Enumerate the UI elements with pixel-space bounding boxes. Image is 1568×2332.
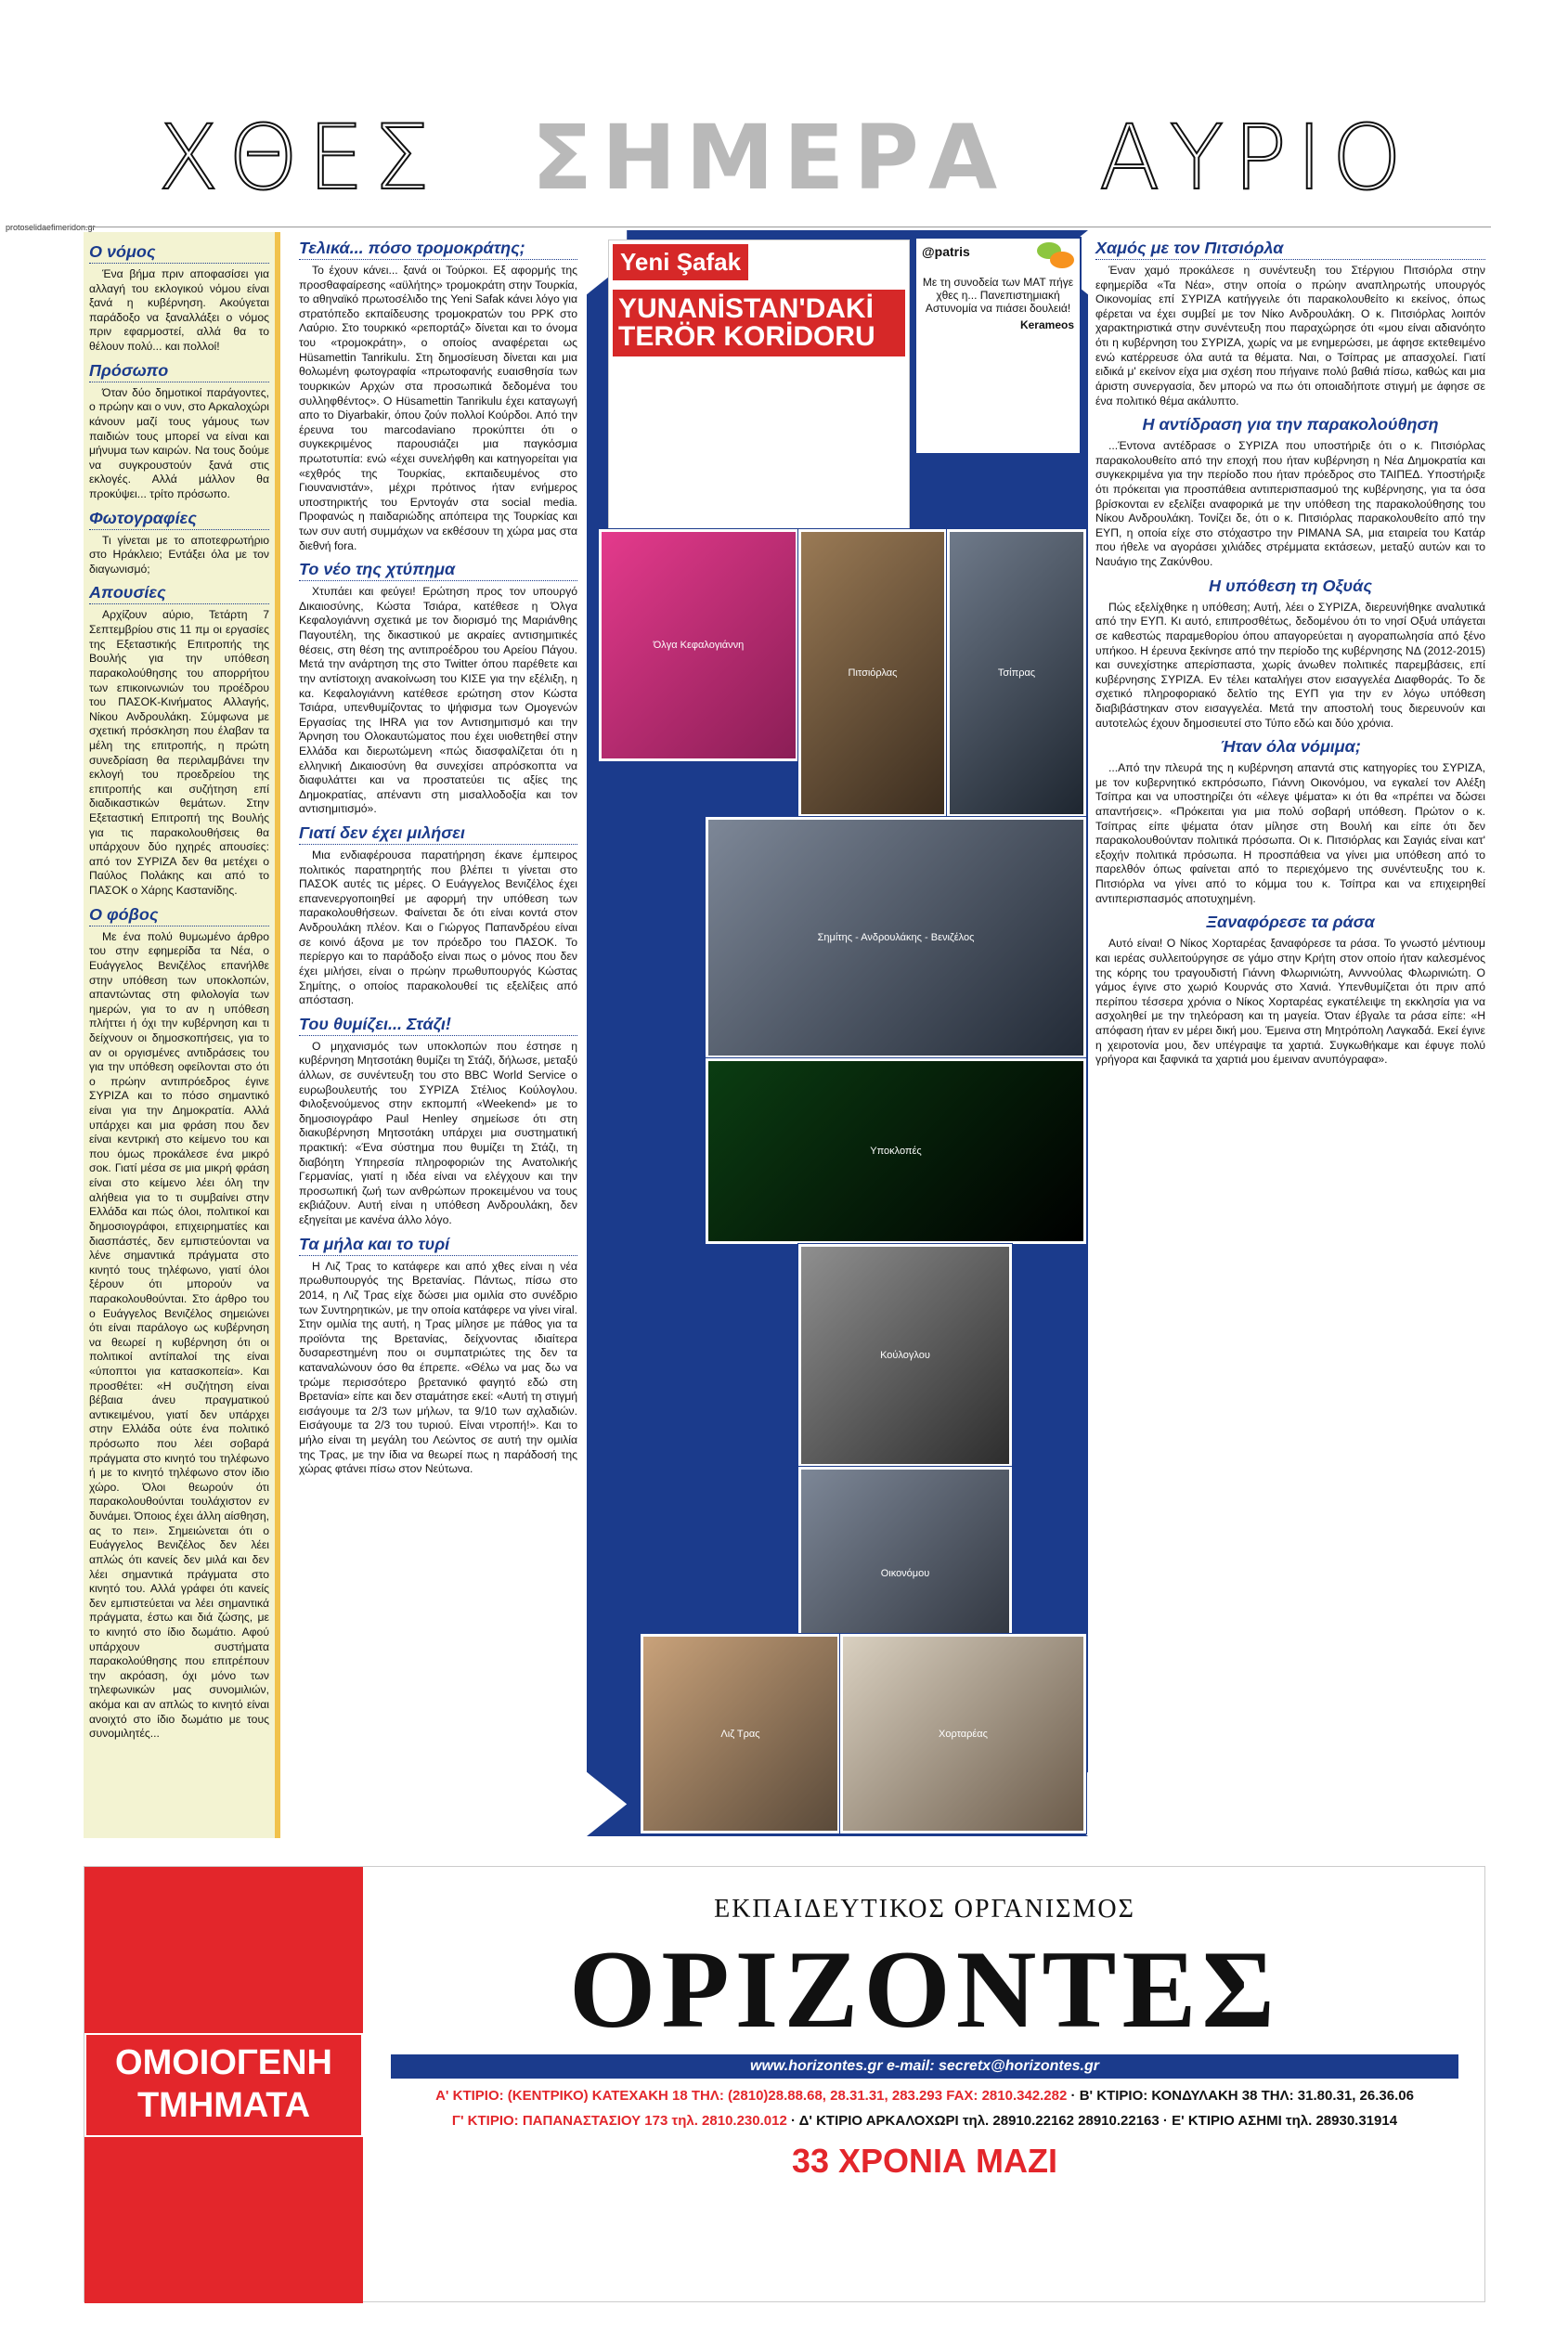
yeni-safak-logo: Yeni Şafak: [613, 244, 748, 280]
photo-caption: Οικονόμου: [880, 1568, 930, 1579]
photo-simitis-androulakis-venizelos: [706, 817, 1086, 1058]
main-column: [299, 232, 577, 1838]
article-head: Το νέο της χτύπημα: [299, 559, 577, 581]
masthead-today: ΣΗΜΕΡΑ: [531, 106, 1007, 210]
article-text: Πώς εξελίχθηκε η υπόθεση; Αυτή, λέει ο ΣΥΡΙΖΑ, διερευνήθηκε αναλυτικά από την ΕΥΠ. Κι αυτό, επιπροσθέτως, δεδομένου ότι το νησί Οξυά υπάγεται σε καθεστώς παραμεθορίου όπου απαγορεύεται η αγοραπωλησία από ξένο υπήκοο. Η έρευνα ξεκίνησε από την περίοδο της κυβέρνησης ΝΔ (2012-2015) και συνεχίστηκε απερίσπαστα, χωρίς άνωθεν πολιτικές παρεμβάσεις, επί κυβέρνησης ΣΥΡΙΖΑ. Εν τέλει καταλήγει στον εισαγγελέα Διαφθοράς. Το δε σχετικό πληροφοριακό δελτίο της ΕΥΠ για την εν λόγω υπόθεση διαβιβάστηκαν στον εισαγγελέα. Μετά την αποστολή τους διερευνούν και αυτοτελώς έχουν δημοσιευτεί στο Τύπο εδώ και δύο χρόνια.: [1095, 600, 1485, 730]
ad-left-text: ΟΜΟΙΟΓΕΝΗ ΤΜΗΜΑΤΑ: [84, 2033, 363, 2136]
ad-building-c: Γ' ΚΤΙΡΙΟ: ΠΑΠΑΝΑΣΤΑΣΙΟΥ 173 τηλ. 2810.230.012: [451, 2113, 787, 2129]
ad-address-line: Α' ΚΤΙΡΙΟ: (ΚΕΝΤΡΙΚΟ) ΚΑΤΕΧΑΚΗ 18 ΤΗΛ: (2810)28.88.68, 28.31.31, 283.293 FAX: 2810.342.282 · Β' ΚΤΙΡΙΟ: ΚΟΝΔΥΛΑΚΗ 38 ΤΗΛ: 31.80.31, 26.36.06: [435, 2088, 1414, 2104]
ad-building-a: Α' ΚΤΙΡΙΟ: (ΚΕΝΤΡΙΚΟ) ΚΑΤΕΧΑΚΗ 18 ΤΗΛ: (2810)28.88.68, 28.31.31, 283.293 FAX: 2810.342.282: [435, 2088, 1068, 2104]
masthead: [158, 106, 1411, 210]
clipping-headline: YUNANİSTAN'DAKİ TERÖR KORİDORU: [613, 290, 905, 356]
article-head: Ξαναφόρεσε τα ράσα: [1206, 913, 1375, 932]
article: [299, 559, 577, 817]
chat-bubbles-icon: [1037, 242, 1074, 270]
article-head: Φωτογραφίες: [89, 508, 269, 530]
photo-caption: Σημίτης - Ανδρουλάκης - Βενιζέλος: [817, 932, 975, 943]
article-head: Πρόσωπο: [89, 360, 269, 382]
photo-caption: Κούλογλου: [880, 1350, 930, 1361]
article-text: Με ένα πολύ θυμωμένο άρθρο του στην εφημερίδα τα Νέα, ο Ευάγγελος Βενιζέλος επανήλθε στην υπόθεση των υποκλοπών, απαντώντας στη φιλολογία των ημερών, για το αν η υπόθεση πλήττει ή όχι την κυβέρνηση και τι δείχνουν οι δημοσκοπήσεις, για το αν οι οργισμένες αντιδράσεις του για την υπόθεση οφείλονται στο ότι ο πρώην αντιπρόεδρος έγινε ΣΥΡΙΖΑ και το πόσο σημαντικό είναι για την Δημοκρατία. Αλλά υπάρχει και μια φράση που δεν είναι κεντρική στο κείμενο του και που όμως προκάλεσε ένα μικρό σοκ. Γιατί μέσα σε μια μικρή φράση είναι στο κείμενο λέει όλη την αλήθεια για το τι συμβαίνει στην Ελλάδα και πώς όλοι, πολιτικοί και δημοσιογράφοι, επιχειρηματίες και διασπάστές, δεν εμπιστεύονται να λένε σημαντικά πράγματα στο κινητό τους τηλέφωνο, γιατί όλοι ξέρουν ότι μπορούν να παρακολουθούνται. Στο άρθρο του ο Ευάγγελος Βενιζέλος σημειώνει ότι είναι παράλογο ως κυβέρνηση να θεωρεί η κυβέρνηση ότι οι πολιτικοί αντίπαλοί της είναι «ύποπτοι για κατασκοπεία». Και προσθέτει: «Η συζήτηση είναι βέβαια άνευ πραγματικού αντικειμένου, γιατί δεν υπάρχει στην Ελλάδα ούτε ένα πολιτικό πρόσωπο που λέει σοβαρά πράγματα στο κινητό του τηλέφωνο ή με το κινητό τηλέφωνο στον ίδιο χώρο. Όλοι θεωρούν ότι παρακολουθούνται τουλάχιστον εν δυνάμει. Όποιος έχει άλλη αίσθηση, ας το πει». Σημειώνεται ότι ο Ευάγγελος Βενιζέλος δεν λέει απλώς ότι κανείς δεν μιλά και δεν λέει σημαντικά πράγματα στο κινητό του. Αλλά γράφει ότι κανείς δεν εμπιστεύεται να λέει σημαντικά πράγματα, έστω και διά ζώσης, με το κινητό στο ίδιο δωμάτιο. Αφού υπάρχουν συστήματα παρακολούθησης που επιτρέπουν την ακρόαση, όχι μόνο των τηλεφωνικών μας συνομιλιών, ακόμα και αν απλώς το κινητό είναι ανοιχτό στο ίδιο δωμάτιο με τους συνομιλητές...: [89, 929, 269, 1741]
article: [299, 823, 577, 1008]
ad-address-line: Γ' ΚΤΙΡΙΟ: ΠΑΠΑΝΑΣΤΑΣΙΟΥ 173 τηλ. 2810.230.012 · Δ' ΚΤΙΡΙΟ ΑΡΚΑΛΟΧΩΡΙ τηλ. 28910.22162 28910.22163 · Ε' ΚΤΙΡΙΟ ΑΣΗΜΙ τηλ. 28930.31914: [451, 2113, 1398, 2129]
article-text: ...Έντονα αντέδρασε ο ΣΥΡΙΖΑ που υποστήριξε ότι ο κ. Πιτσιόρλας παρακολουθείτο από την εποχή που ήταν κυβέρνηση η Νέα Δημοκρατία και συγκεκριμένα για την περίοδο που ήταν πρόεδρος στο ΤΑΙΠΕΔ. Υποστήριξε ότι πρόκειται για προσπάθεια αντιπερισπασμού της κυβέρνησης, για τα όσα βρίσκονται εν εξελίξει αναφορικά με την υπόθεση της παρακολούθησης του Νίκου Ανδρουλάκη. Τονίζει δε, ότι ο κ. Πιτσιόρλας παρακολουθείτο από την ΕΥΠ, η οποία είχε στο στόχαστρο την PIMANA SA, μια εταιρεία του Κατάρ που ήθελε να αγοράσει χιλιάδες στρέμματα εκτάσεων, μεταξύ αυτών και το Ναυάγιο της Ζακύνθου.: [1095, 439, 1485, 569]
masthead-tomorrow: ΑΥΡΙΟ: [1098, 106, 1411, 210]
article-head: Τα μήλα και το τυρί: [299, 1234, 577, 1256]
article: [89, 360, 269, 502]
article: [299, 238, 577, 553]
ad-building-d: Δ' ΚΤΙΡΙΟ ΑΡΚΑΛΟΧΩΡΙ τηλ. 28910.22162 28910.22163: [798, 2113, 1160, 2129]
photo-kouloglou: [798, 1244, 1012, 1467]
article-text: Έναν χαμό προκάλεσε η συνέντευξη του Στέργιου Πιτσιόρλα στην εφημερίδα «Τα Νέα», στην οποία ο πρώην αναπληρωτής υπουργός Οικονομίας επί ΣΥΡΙΖΑ κατήγγειλε ότι παρακολουθείτο κι εκείνος, όπως φέρεται να έχει συμβεί με τον Νίκο Ανδρουλάκη. Ο κ. Πιτσιόρλας λοιπόν χαρακτηριστικά στην συνέντευξη που παραχώρησε ότι «μου είναι αδιανόητο ότι η κυβέρνηση του ΣΥΡΙΖΑ, χωρίς να με ενημερώσει, με άφησε εκτεθειμένο ενώ κατέρρευσε όλα αυτά τα θέματα. Ναι, ο Τσίπρας με απασχολεί. Γιατί ειδικά μ' εκείνον είχα μια σχέση που πήγαινε πολύ βαθιά πίσω, καθώς και μια άριστη συνεργασία, δεν μπορώ να πω ότι οποιαδήποτε στιγμή με άφησε σε ένα πολιτικό θέμα ακάλυπτο.: [1095, 264, 1485, 408]
photo-caption: Τσίπρας: [997, 667, 1036, 679]
photo-chortareas: [840, 1634, 1086, 1833]
source-credit: protoselidaefimeridon.gr: [6, 223, 96, 232]
article-head: Ο νόμος: [89, 241, 269, 264]
article: [1095, 736, 1485, 906]
twitter-handle: @patris: [922, 244, 970, 259]
twitter-signature: Kerameos: [1019, 318, 1074, 331]
article-text: Η Λιζ Τρας το κατάφερε και από χθες είναι η νέα πρωθυπουργός της Βρετανίας. Πάντως, πίσω στο 2014, η Λιζ Τρας είχε δώσει μια ομιλία στο συνέδριο των Συντηρητικών, με την οποία κατάφερε να γίνει viral. Στην ομιλία της αυτή, η Τρας μίλησε με πάθος για τα προϊόντα της Βρετανίας, δείχνοντας ιδιαίτερα δυσαρεστημένη που οι συμπατριώτες της δεν τα καταναλώνουν όσο θα έπρεπε. «Θέλω να μας δω να τρώμε περισσότερο βρετανικό φαγητό εδώ στη Βρετανία» είπε και δεν σταμάτησε εκεί: «Αυτή τη στιγμή εισάγουμε τα 2/3 των μήλων, τα 9/10 των αχλαδιών. Εισάγουμε τα 2/3 του τυριού. Είναι ντροπή!». Και το μήλο είναι τη μεγάλη του Λεώντος σε αυτή την ομιλία της Τρας, με την ίδια να θεωρεί πως η παράδοσή της χώρας φτάνει πίσω στον Νεύτωνα.: [299, 1259, 577, 1476]
right-column: [1095, 232, 1485, 1838]
masthead-yesterday: ΧΘΕΣ: [158, 106, 439, 210]
horizontes-ad: [84, 1866, 1485, 2302]
ad-building-b: Β' ΚΤΙΡΙΟ: ΚΟΝΔΥΛΑΚΗ 38 ΤΗΛ: 31.80.31, 26.36.06: [1079, 2088, 1414, 2104]
photo-caption: Όλγα Κεφαλογιάννη: [653, 640, 745, 651]
twitter-box: [914, 237, 1082, 455]
article-head: Χαμός με τον Πιτσιόρλα: [1095, 238, 1485, 260]
article-head: Ήταν όλα νόμιμα;: [1220, 737, 1361, 757]
ad-right-panel: [363, 1867, 1486, 2303]
photo-hacker: [706, 1058, 1086, 1244]
photo-caption: Χορταρέας: [939, 1728, 988, 1740]
ad-building-e: Ε' ΚΤΙΡΙΟ ΑΣΗΜΙ τηλ. 28930.31914: [1172, 2113, 1398, 2129]
article: [89, 508, 269, 577]
article: [89, 582, 269, 898]
article: [89, 904, 269, 1742]
photo-caption: Πιτσιόρλας: [848, 667, 898, 679]
article: [1095, 238, 1485, 408]
photo-tsipras: [947, 529, 1086, 817]
article-text: Αρχίζουν αύριο, Τετάρτη 7 Σεπτεμβρίου στις 11 πμ οι εργασίες της Εξεταστικής Επιτροπής της Βουλής για την υπόθεση παρακολούθησης του απορρήτου των επικοινωνιών του προέδρου του ΠΑΣΟΚ-Κινήματος Αλλαγής, Νίκου Ανδρουλάκη. Σύμφωνα με σχετική πρόσκληση που έλαβαν τα μέλη της επιτροπής, η πρώτη συνεδρίαση θα περιλαμβάνει την εκλογή του προεδρείου της επιτροπής και συζήτηση επί διαδικαστικών θεμάτων. Στην Εξεταστική Επιτροπή της Βουλής για τις παρακολουθήσεις θα υπάρχουν δύο ηχηρές απουσίες: από τον ΣΥΡΙΖΑ δεν θα μετέχει ο Παύλος Πολάκης και από το ΠΑΣΟΚ ο Χάρης Καστανίδης.: [89, 608, 269, 898]
sidebar-column: [84, 232, 280, 1838]
article-text: Τι γίνεται με το αποτεφρωτήριο στο Ηράκλειο; Εντάξει όλα με τον διαγωνισμό;: [89, 533, 269, 576]
article-head: Τελικά... πόσο τρομοκράτης;: [299, 238, 577, 260]
article-text: Όταν δύο δημοτικοί παράγοντες, ο πρώην και ο νυν, στο Αρκαλοχώρι κάνουν μαζί τους γάμους των παιδιών τους μπορεί να είναι και μήνυμα των καιρών. Να τους δούμε να συγκρουστούν ξανά στις εκλογές. Αλλά μάλλον θα προκύψει... τρίτο πρόσωπο.: [89, 385, 269, 500]
twitter-text: Με τη συνοδεία των ΜΑΤ πήγε χθες η... Πανεπιστημιακή Αστυνομία να πιάσει δουλειά!: [922, 276, 1074, 315]
article: [1095, 912, 1485, 1068]
photo-caption: Λιζ Τρας: [720, 1728, 760, 1740]
article-text: ...Από την πλευρά της η κυβέρνηση απαντά στις κατηγορίες του ΣΥΡΙΖΑ, με τον κυβερνητικό εκπρόσωπο, Γιάννη Οικονόμου, να εγκαλεί τον Αλέξη Τσίπρα και να υποστηρίζει ότι «έλεγε ψέματα» κι ότι θα «πρέπει να δώσει απαντήσεις». «Πρόκειται για μια πολύ σοβαρή υπόθεση. Πρώτον ο κ. Τσίπρας είπε ψέματα όταν μίλησε στη Βουλή και είπε ότι δεν παρακολουθούνταν πολιτικά πρόσωπα. Οι κ. Πιτσιόρλας και Σαγιάς είναι κατ' εξοχήν πολιτικά πρόσωπα. Η προσπάθεια να γίνει μια υπόθεση από το παρελθόν όπως φαίνεται από το περιεχόμενο της συνέντευξης του κ. Πιτσιόρλα να γίνει από το κόμμα του κ. Τσίπρα και να επιχειρηθεί αντιπερισπασμός αποτυχημένη.: [1095, 761, 1485, 905]
article-text: Ο μηχανισμός των υποκλοπών που έστησε η κυβέρνηση Μητσοτάκη θυμίζει τη Στάζι, δήλωσε, μεταξύ άλλων, σε συνέντευξη του στο BBC World Service ο ευρωβουλευτής του ΣΥΡΙΖΑ Στέλιος Κούλογλου. Φιλοξενούμενος στην εκπομπή «Weekend» με το δημοσιογράφο Paul Henley σημείωσε ότι στη διακυβέρνηση Μητσοτάκη υπάρχει μια συστηματική πρακτική: «Ένα σύστημα που θυμίζει τη Στάζι, τη διαβόητη Υπηρεσία πληροφοριών της Ανατολικής Γερμανίας, γιατί η ιδέα είναι να ελέγχουν και την προσωπική ζωή των ανθρώπων προκειμένου να τους εκβιάζουν. Αυτή είναι η υπόθεση Ανδρουλάκη, δεν εξηγείται με κανένα άλλο λόγο.: [299, 1039, 577, 1227]
article: [1095, 414, 1485, 570]
article-head: Ο φόβος: [89, 904, 269, 926]
article-head: Γιατί δεν έχει μιλήσει: [299, 823, 577, 845]
article-head: Του θυμίζει... Στάζι!: [299, 1014, 577, 1036]
article-text: Μια ενδιαφέρουσα παρατήρηση έκανε έμπειρος πολιτικός παρατηρητής που βλέπει τι γίνεται στο ΠΑΣΟΚ αυτές τις μέρες. Ο Ευάγγελος Βενιζέλος έχει επανενεργοποιηθεί με αφορμή την υπόθεση των παρακολουθήσεων. Φαίνεται δε ότι είναι κοντά στον Ανδρουλάκη πλέον. Και ο Γιώργος Παπανδρέου είναι σε κοινό άξονα με τον πρόεδρο του ΠΑΣΟΚ. Το περίεργο και το παράδοξο είναι πως ο μόνος που δεν έχει μιλήσει, είναι ο πρώην πρωθυπουργός Κώστας Σημίτης, ο οποίος παρακολουθεί τις εξελίξεις από απόσταση.: [299, 849, 577, 1007]
ad-organization: ΕΚΠΑΙΔΕΥΤΙΚΟΣ ΟΡΓΑΝΙΣΜΟΣ: [714, 1895, 1135, 1924]
article-text: Χτυπάει και φεύγει! Ερώτηση προς τον υπουργό Δικαιοσύνης, Κώστα Τσιάρα, κατέθεσε η Όλγα Κεφαλογιάννη σχετικά με τον διορισμό της Μαριάνθης Παγουτέλη, της δικαστικού με ακραίες αντισημιτικές θέσεις, στη θέση της αντιπροέδρου του Αρείου Πάγου. Μετά την ανάρτηση της στο Twitter όπου παρέθετε και την αντίστοιχη ανακοίνωση του ΚΙΣΕ για την εξέλιξη, η κα. Κεφαλογιάννη κατέθεσε ερώτηση στον Κώστα Τσιάρα, υπενθυμίζοντας το ψήφισμα των Ομογενών Εργασίας της IHRA για τον Αντισημιτισμό και την Άρνηση του Ολοκαυτώματος που έχει υιοθετηθεί στην Ελλάδα και διερωτώμενη «πώς διασφαλίζεται ότι η ελληνική Δικαιοσύνη θα συνεχίσει απρόσκοπτα να διαφυλάττει και να προστατεύει τις αξίες της Δημοκρατίας, απέναντι στη μισαλλοδοξία και τον αντισημιτισμό».: [299, 585, 577, 816]
ad-left-panel: [84, 1867, 363, 2303]
article-text: Το έχουν κάνει... ξανά οι Τούρκοι. Εξ αφορμής της προσθαφαίρεσης «αϋλήτης» τρομοκράτη στην Τουρκία, το αθηναϊκό πρωτοσέλιδο της Yeni Safak κάνει λόγο για στρατόπεδο εκπαίδευσης τρομοκρατών του PPK στο Λαύριο. Στο τουρκικό «ρεπορτάζ» δίνεται και το όνομα του «τρομοκράτη», ο οποίος αναφέρεται ως Hüsamettin Tanrikulu. Στη δημοσίευση δίνεται και μια θολωμένη φωτογραφία «πρωτοφανής ευαισθησία των τουρκικών Αρχών στα προσωπικά δεδομένα του συλληφθέντος». Ο Hüsamettin Tanrikulu έχει καταγωγή απο το Diyarbakir, όπου ζούν πολλοί Κούρδοι. Από την έρευνα του marcodaviano προκύπτει ότι ο συγκεκριμένος παρουσιάζει μια παγκόσμια πρωτοτυπία: ενώ «έχει συνελήφθη και κατηγορείται για «εχθρός της Τουρκίας, εκπαιδευμένος στο Γιουνανιστάν», μέχρι πρότινος ήταν ενήμερος υποστηρικτής του Ερντογάν στα social media. Προφανώς η παιδαριώδης απόπειρα της Τουρκίας και των συν αυτή συμμάχων να εκθέσουν τη χώρα μας στα διεθνή fora.: [299, 264, 577, 552]
article: [299, 1014, 577, 1228]
article-head: Η αντίδραση για την παρακολούθηση: [1142, 415, 1439, 434]
newspaper-clipping: [608, 240, 910, 560]
photo-pitsiorlas: [798, 529, 947, 817]
article-head: Η υπόθεση τη Οξυάς: [1209, 576, 1372, 595]
photo-liz-truss: [641, 1634, 840, 1833]
ad-web-contact: www.horizontes.gr e-mail: secretx@horizontes.gr: [391, 2054, 1458, 2079]
article: [89, 241, 269, 355]
article-text: Ένα βήμα πριν αποφασίσει για αλλαγή του εκλογικού νόμου είναι ξανά η κυβέρνηση. Ακούγεται παράδοξο να ξαναλλάξει ο νόμος πριν εφαρμοστεί, αλλά θα το θέλουν πολύ... και πολλοί!: [89, 267, 269, 354]
photo-kefalogianni: [599, 529, 798, 761]
ad-brand: ΟΡΙΖΟΝΤΕΣ: [569, 1927, 1280, 2051]
article: [1095, 576, 1485, 732]
article: [299, 1234, 577, 1477]
ad-years: 33 ΧΡΟΝΙΑ ΜΑΖΙ: [791, 2142, 1058, 2180]
photo-caption: Υποκλοπές: [870, 1146, 922, 1157]
article-text: Αυτό είναι! Ο Νίκος Χορταρέας ξαναφόρεσε τα ράσα. Το γνωστό μέντιουμ και ιερέας συλλειτούργησε σε γάμο στην Κρήτη στον οποίο ήταν καλεσμένος της κόρης του τραγουδιστή Γιάννη Φλωρινιώτη, Ανννούλας Φλωρινιώτη. Ο γάμος έγινε στο χωριό Κουρνάς στο Χανιά. Υπενθυμίζεται ότι πριν από περίπου τέσσερα χρόνια ο Νίκος Χορταρέας εγκατέλειψε τη εκκλησία για να ασχοληθεί με την τηλεόραση και τη μαγεία. Όταν έβγαλε τα ράσα είπε: «Η απόφαση ήταν εν μέρει δική μου. Έμεινα στη Μητρόπολη Λαγκαδά. Εκεί έγινε η χειροτονία μου, δεν υπέγραψε τα χαρτιά. Συγκωθήκαμε και έφυγε πολύ γρήγορα και ξαφνικά τα χαρτιά μου έμειναν ανυπόγραφα».: [1095, 937, 1485, 1067]
article-head: Απουσίες: [89, 582, 269, 604]
